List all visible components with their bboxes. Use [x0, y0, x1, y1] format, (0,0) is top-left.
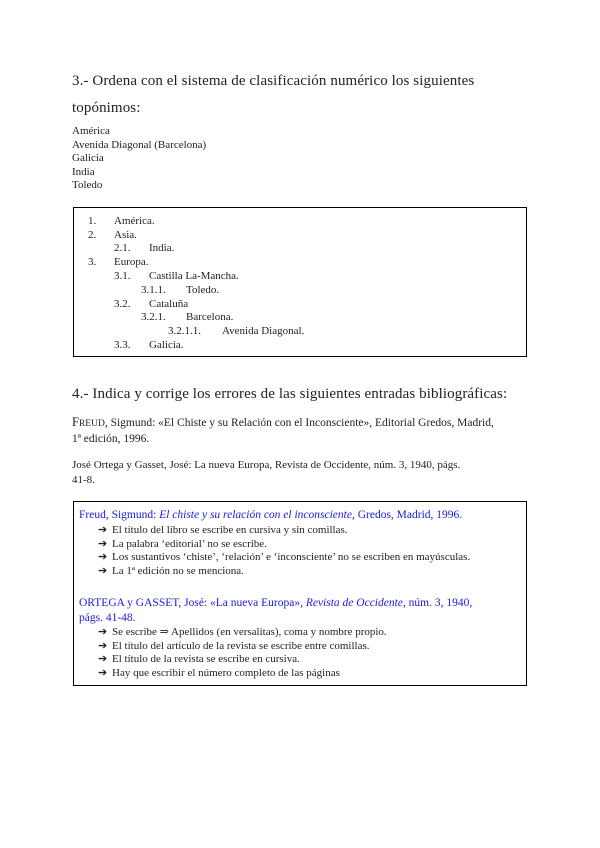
- arrow-right-icon: ➔: [98, 666, 108, 679]
- arrow-right-icon: ➔: [98, 653, 108, 665]
- list-item: India: [72, 165, 95, 178]
- correction-2-author: ORTEGA y GASSET, José: «La nueva Europa»,: [79, 597, 306, 609]
- correction-1-suffix: , Gredos, Madrid, 1996.: [351, 509, 463, 521]
- list-item: ➔ La 1ª edición no se menciona.: [98, 564, 244, 577]
- correction-2-journal: Revista de Occidente: [305, 597, 403, 609]
- places-list: [72, 125, 206, 193]
- author-initial: F: [72, 415, 79, 429]
- list-item: Avenida Diagonal (Barcelona): [72, 138, 207, 151]
- correction-1-title: El chiste y su relación con el inconsciente: [159, 509, 352, 521]
- entry-1-text-line2: 1ª edición, 1996.: [72, 433, 150, 445]
- correction-1-author: Freud, Sigmund:: [79, 509, 160, 521]
- list-item: Toledo: [72, 179, 103, 191]
- correction-2-pages: págs. 41-48.: [79, 612, 136, 624]
- list-item: ➔ Se escribe ⇒ Apellidos (en versalitas), coma y nombre propio.: [98, 626, 387, 638]
- list-item: ➔ Hay que escribir el número completo de las páginas: [98, 666, 340, 679]
- bibliography-entry-1: [72, 415, 532, 447]
- correction-2-suffix: , núm. 3, 1940,: [402, 597, 473, 609]
- bibliography-entry-2: [72, 458, 532, 488]
- question-3-title-line2: topónimos:: [72, 100, 141, 116]
- correction-1-notes: [98, 524, 470, 578]
- arrow-right-icon: ➔: [98, 524, 108, 536]
- author-surname: REUD: [78, 419, 105, 429]
- classification-box: 1. América. 2. Asia. 2.1. India. 3. Europa. 3.1. Castilla La-Mancha. 3.1.1. Toledo. 3.2. Cataluña 3.2.1. Barcelona. 3.2.1.1. Avenida Diagonal. 3.3. Galicia.: [73, 207, 527, 357]
- list-item: ➔ La palabra ‘editorial’ no se escribe.: [98, 537, 267, 550]
- arrow-right-icon: ➔: [98, 564, 108, 577]
- list-item: ➔ El título del artículo de la revista se escribe entre comillas.: [98, 639, 370, 652]
- arrow-right-icon: ➔: [98, 537, 108, 550]
- correction-2-reference: [79, 596, 472, 626]
- list-item: ➔ El título de la revista se escribe en cursiva.: [98, 653, 300, 665]
- question-3-title: [72, 73, 474, 117]
- entry-2-line2: 41-8.: [72, 474, 95, 486]
- arrow-right-icon: ➔: [98, 639, 108, 652]
- arrow-right-icon: ➔: [98, 551, 108, 563]
- correction-1-reference: [79, 508, 462, 523]
- list-item: ➔ El título del libro se escribe en cursiva y sin comillas.: [98, 524, 348, 536]
- entry-1-text: , Sigmund: «El Chiste y su Relación con el Inconsciente», Editorial Gredos, Madrid,: [104, 417, 494, 429]
- correction-2-notes: [98, 626, 387, 680]
- list-item: América: [72, 125, 110, 137]
- question-3-title-line1: 3.- Ordena con el sistema de clasificación numérico los siguientes: [72, 73, 475, 89]
- entry-2-line1: José Ortega y Gasset, José: La nueva Europa, Revista de Occidente, núm. 3, 1940, págs.: [72, 459, 461, 471]
- list-item: Galicia: [72, 152, 104, 164]
- list-item: ➔ Los sustantivos ‘chiste’, ‘relación’ e ‘inconsciente’ no se escriben en mayúsculas.: [98, 551, 471, 563]
- arrow-right-icon: ➔: [98, 626, 108, 638]
- corrections-box: [73, 501, 527, 686]
- question-4-title: 4.- Indica y corrige los errores de las siguientes entradas bibliográficas:: [72, 386, 508, 402]
